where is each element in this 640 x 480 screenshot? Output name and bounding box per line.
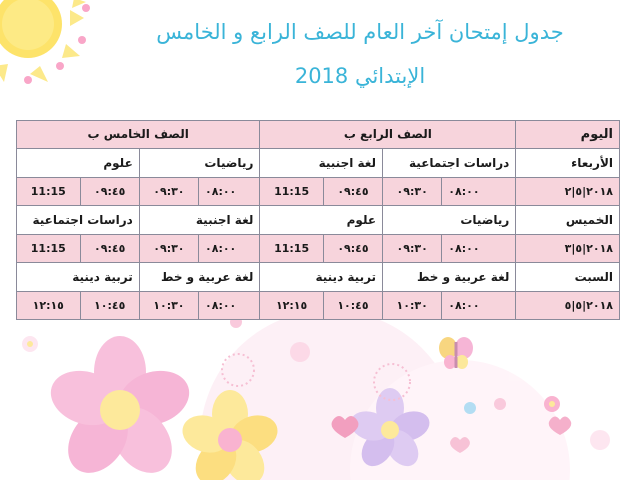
subject-cell: رياضيات <box>383 205 516 235</box>
time-cell: 11:15 <box>17 235 81 263</box>
table-row <box>17 205 620 235</box>
time-cell: ٠٩:٤٥ <box>80 178 139 206</box>
table-row <box>17 235 620 263</box>
subject-cell: تربية دينية <box>17 262 140 292</box>
subject-cell: لغة عربية و خط <box>139 262 260 292</box>
subject-cell: دراسات اجتماعية <box>383 148 516 178</box>
time-cell: ١٢:١٥ <box>17 292 81 320</box>
time-cell: ١٠:٣٠ <box>139 292 198 320</box>
time-cell: ٠٩:٣٠ <box>139 235 198 263</box>
date-cell: ٢٠١٨|٥|٢ <box>516 178 620 206</box>
header-grade5: الصف الخامس ب <box>17 121 260 149</box>
sun-icon <box>0 0 90 84</box>
table-row <box>17 262 620 292</box>
page-title-line-1: جدول إمتحان آخر العام للصف الرابع و الخامس <box>156 20 564 44</box>
time-cell: 11:15 <box>17 178 81 206</box>
subject-cell: لغة اجنبية <box>139 205 260 235</box>
page-title-line-2: الإبتدائي 2018 <box>294 64 426 88</box>
subject-cell: لغة اجنبية <box>260 148 383 178</box>
header-day: اليوم <box>516 121 620 149</box>
subject-cell: تربية دينية <box>260 262 383 292</box>
time-cell: ٠٨:٠٠ <box>199 292 260 320</box>
time-cell: ١٠:٤٥ <box>323 292 382 320</box>
date-cell: ٢٠١٨|٥|٥ <box>516 292 620 320</box>
time-cell: ١٠:٤٥ <box>80 292 139 320</box>
time-cell: ٠٩:٤٥ <box>323 235 382 263</box>
day-cell: الخميس <box>516 205 620 235</box>
time-cell: 11:15 <box>260 235 323 263</box>
day-cell: السبت <box>516 262 620 292</box>
table-row <box>17 178 620 206</box>
header-row <box>17 121 620 149</box>
time-cell: 11:15 <box>260 178 323 206</box>
time-cell: ٠٨:٠٠ <box>199 178 260 206</box>
time-cell: ٠٨:٠٠ <box>442 235 516 263</box>
exam-schedule-table <box>16 120 620 320</box>
table-row <box>17 148 620 178</box>
subject-cell: علوم <box>260 205 383 235</box>
time-cell: ٠٨:٠٠ <box>442 178 516 206</box>
date-cell: ٢٠١٨|٥|٣ <box>516 235 620 263</box>
flowers-decoration <box>22 310 610 480</box>
subject-cell: رياضيات <box>139 148 260 178</box>
subject-cell: لغة عربية و خط <box>383 262 516 292</box>
table-row <box>17 292 620 320</box>
subject-cell: دراسات اجتماعية <box>17 205 140 235</box>
time-cell: ٠٨:٠٠ <box>199 235 260 263</box>
time-cell: ٠٩:٤٥ <box>323 178 382 206</box>
time-cell: ٠٩:٣٠ <box>383 178 442 206</box>
header-grade4: الصف الرابع ب <box>260 121 516 149</box>
day-cell: الأربعاء <box>516 148 620 178</box>
time-cell: ١٢:١٥ <box>260 292 323 320</box>
subject-cell: علوم <box>17 148 140 178</box>
time-cell: ٠٩:٣٠ <box>139 178 198 206</box>
time-cell: ٠٩:٤٥ <box>80 235 139 263</box>
time-cell: ٠٩:٣٠ <box>383 235 442 263</box>
time-cell: ٠٨:٠٠ <box>442 292 516 320</box>
time-cell: ١٠:٣٠ <box>383 292 442 320</box>
